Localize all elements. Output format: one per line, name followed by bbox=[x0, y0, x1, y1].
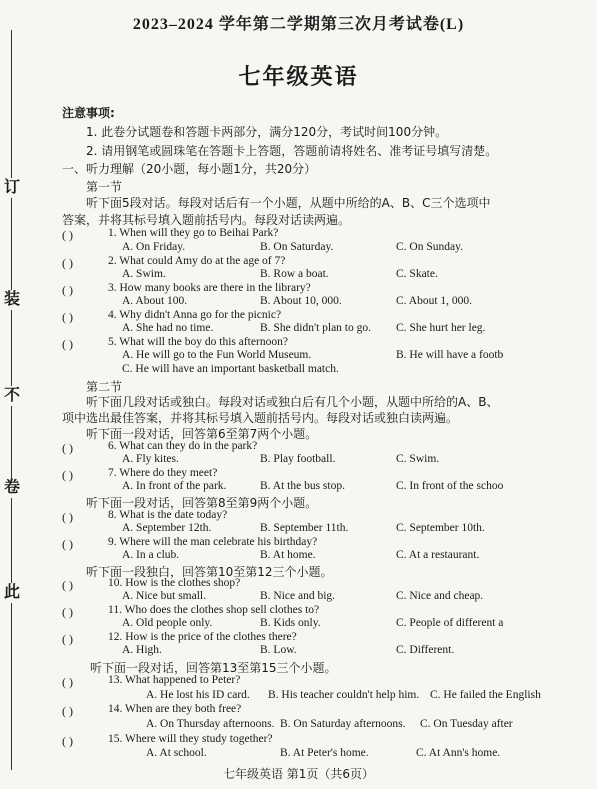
part-title: 第一节 bbox=[86, 180, 123, 194]
part-title: 第二节 bbox=[86, 380, 123, 394]
option-b: B. Play football. bbox=[260, 453, 336, 465]
option-c: C. People of different a bbox=[396, 617, 504, 629]
answer-paren: ( ) bbox=[62, 468, 73, 482]
question-text: 15. Where will they study together? bbox=[108, 733, 273, 745]
option-a: A. About 100. bbox=[122, 295, 188, 307]
answer-paren: ( ) bbox=[62, 632, 73, 646]
option-c: C. Swim. bbox=[396, 453, 440, 465]
exam-title: 2023–2024 学年第二学期第三次月考试卷(L) bbox=[132, 16, 465, 33]
question-text: 4. Why didn't Anna go for the picnic? bbox=[108, 309, 282, 321]
option-c: C. He failed the English bbox=[430, 689, 541, 701]
question-text: 11. Who does the clothes shop sell clothes to? bbox=[108, 604, 320, 616]
option-b: B. At Peter's home. bbox=[280, 747, 369, 759]
question-text: 5. What will the boy do this afternoon? bbox=[108, 336, 288, 348]
question-text: 9. Where will the man celebrate his birthday? bbox=[108, 536, 318, 548]
page-footer: 七年级英语 第1页（共6页） bbox=[222, 767, 375, 781]
answer-paren: ( ) bbox=[62, 228, 73, 242]
question-text: 7. Where do they meet? bbox=[108, 467, 218, 479]
option-b: B. September 11th. bbox=[260, 522, 349, 534]
option-c: C. On Sunday. bbox=[396, 241, 463, 253]
question-text: 6. What can they do in the park? bbox=[108, 440, 258, 452]
option-c: C. At a restaurant. bbox=[396, 549, 480, 561]
option-c: C. Skate. bbox=[396, 268, 438, 280]
question-text: 14. When are they both free? bbox=[108, 703, 242, 715]
answer-paren: ( ) bbox=[62, 256, 73, 270]
note-item: 2. 请用钢笔或圆珠笔在答题卡上答题，答题前请将姓名、准考证号填写清楚。 bbox=[86, 144, 498, 158]
part-instruction: 听下面几段对话或独白。每段对话或独白后有几个小题，从题中所给的A、B、 bbox=[86, 395, 499, 409]
option-c: C. Different. bbox=[396, 644, 455, 656]
question-text: 2. What could Amy do at the age of 7? bbox=[108, 255, 286, 267]
answer-paren: ( ) bbox=[62, 734, 73, 748]
question-text: 10. How is the clothes shop? bbox=[108, 577, 241, 589]
option-a: A. In a club. bbox=[122, 549, 180, 561]
option-c: C. Nice and cheap. bbox=[396, 590, 484, 602]
answer-paren: ( ) bbox=[62, 675, 73, 689]
option-c: C. At Ann's home. bbox=[416, 747, 501, 759]
part-instruction: 答案，并将其标号填入题前括号内。每段对话读两遍。 bbox=[62, 213, 351, 227]
option-a: A. High. bbox=[122, 644, 162, 656]
group-intro: 听下面一段独白，回答第10至第12三个小题。 bbox=[86, 565, 333, 579]
binding-char: 装 bbox=[3, 291, 20, 308]
part-instruction: 项中选出最佳答案，并将其标号填入题前括号内。每段对话或独白读两遍。 bbox=[62, 411, 459, 425]
option-a: A. On Friday. bbox=[122, 241, 186, 253]
answer-paren: ( ) bbox=[62, 310, 73, 324]
binding-char: 订 bbox=[3, 179, 20, 196]
option-b: B. At home. bbox=[260, 549, 316, 561]
option-b: B. On Saturday. bbox=[260, 241, 334, 253]
option-c: C. September 10th. bbox=[396, 522, 485, 534]
option-a: A. She had no time. bbox=[122, 322, 214, 334]
group-intro: 听下面一段对话，回答第8至第9两个小题。 bbox=[86, 496, 318, 510]
group-intro: 听下面一段对话，回答第13至第15三个小题。 bbox=[90, 661, 337, 675]
notes-label: 注意事项: bbox=[62, 106, 115, 120]
question-text: 3. How many books are there in the library? bbox=[108, 282, 311, 294]
option-a: A. Nice but small. bbox=[122, 590, 206, 602]
option-a: A. Fly kites. bbox=[122, 453, 179, 465]
option-b: B. He will have a footb bbox=[396, 349, 504, 361]
answer-paren: ( ) bbox=[62, 337, 73, 351]
section-title: 一、听力理解（20小题，每小题1分，共20分） bbox=[62, 162, 317, 176]
option-b: B. His teacher couldn't help him. bbox=[268, 689, 420, 701]
option-b: B. Nice and big. bbox=[260, 590, 336, 602]
option-c: C. On Tuesday after bbox=[420, 718, 513, 730]
answer-paren: ( ) bbox=[62, 510, 73, 524]
option-a: A. He lost his ID card. bbox=[146, 689, 250, 701]
subject-title: 七年级英语 bbox=[238, 64, 359, 89]
option-b: B. At the bus stop. bbox=[260, 480, 345, 492]
option-b: B. About 10, 000. bbox=[260, 295, 342, 307]
option-b: B. On Saturday afternoons. bbox=[280, 718, 406, 730]
answer-paren: ( ) bbox=[62, 578, 73, 592]
group-intro: 听下面一段对话，回答第6至第7两个小题。 bbox=[86, 427, 318, 441]
answer-paren: ( ) bbox=[62, 441, 73, 455]
option-c: C. About 1, 000. bbox=[396, 295, 473, 307]
option-a: A. At school. bbox=[146, 747, 207, 759]
binding-char: 不 bbox=[3, 387, 20, 404]
option-c: C. In front of the schoo bbox=[396, 480, 504, 492]
option-a: A. In front of the park. bbox=[122, 480, 227, 492]
answer-paren: ( ) bbox=[62, 605, 73, 619]
option-b: B. Kids only. bbox=[260, 617, 321, 629]
binding-char: 此 bbox=[3, 584, 20, 601]
option-a: A. Swim. bbox=[122, 268, 166, 280]
option-c: C. He will have an important basketball match. bbox=[122, 363, 339, 375]
note-item: 1. 此卷分试题卷和答题卡两部分，满分120分，考试时间100分钟。 bbox=[86, 125, 448, 139]
option-a: A. Old people only. bbox=[122, 617, 213, 629]
binding-char: 卷 bbox=[3, 479, 20, 496]
part-instruction: 听下面5段对话。每段对话后有一个小题，从题中所给的A、B、C三个选项中 bbox=[86, 196, 491, 210]
question-text: 13. What happened to Peter? bbox=[108, 674, 241, 686]
option-a: A. September 12th. bbox=[122, 522, 212, 534]
option-b: B. Row a boat. bbox=[260, 268, 329, 280]
option-b: B. She didn't plan to go. bbox=[260, 322, 372, 334]
answer-paren: ( ) bbox=[62, 704, 73, 718]
question-text: 8. What is the date today? bbox=[108, 509, 228, 521]
answer-paren: ( ) bbox=[62, 283, 73, 297]
question-text: 1. When will they go to Beihai Park? bbox=[108, 227, 279, 239]
option-b: B. Low. bbox=[260, 644, 297, 656]
option-a: A. He will go to the Fun World Museum. bbox=[122, 349, 312, 361]
option-c: C. She hurt her leg. bbox=[396, 322, 486, 334]
question-text: 12. How is the price of the clothes there? bbox=[108, 631, 297, 643]
option-a: A. On Thursday afternoons. bbox=[146, 718, 275, 730]
answer-paren: ( ) bbox=[62, 537, 73, 551]
